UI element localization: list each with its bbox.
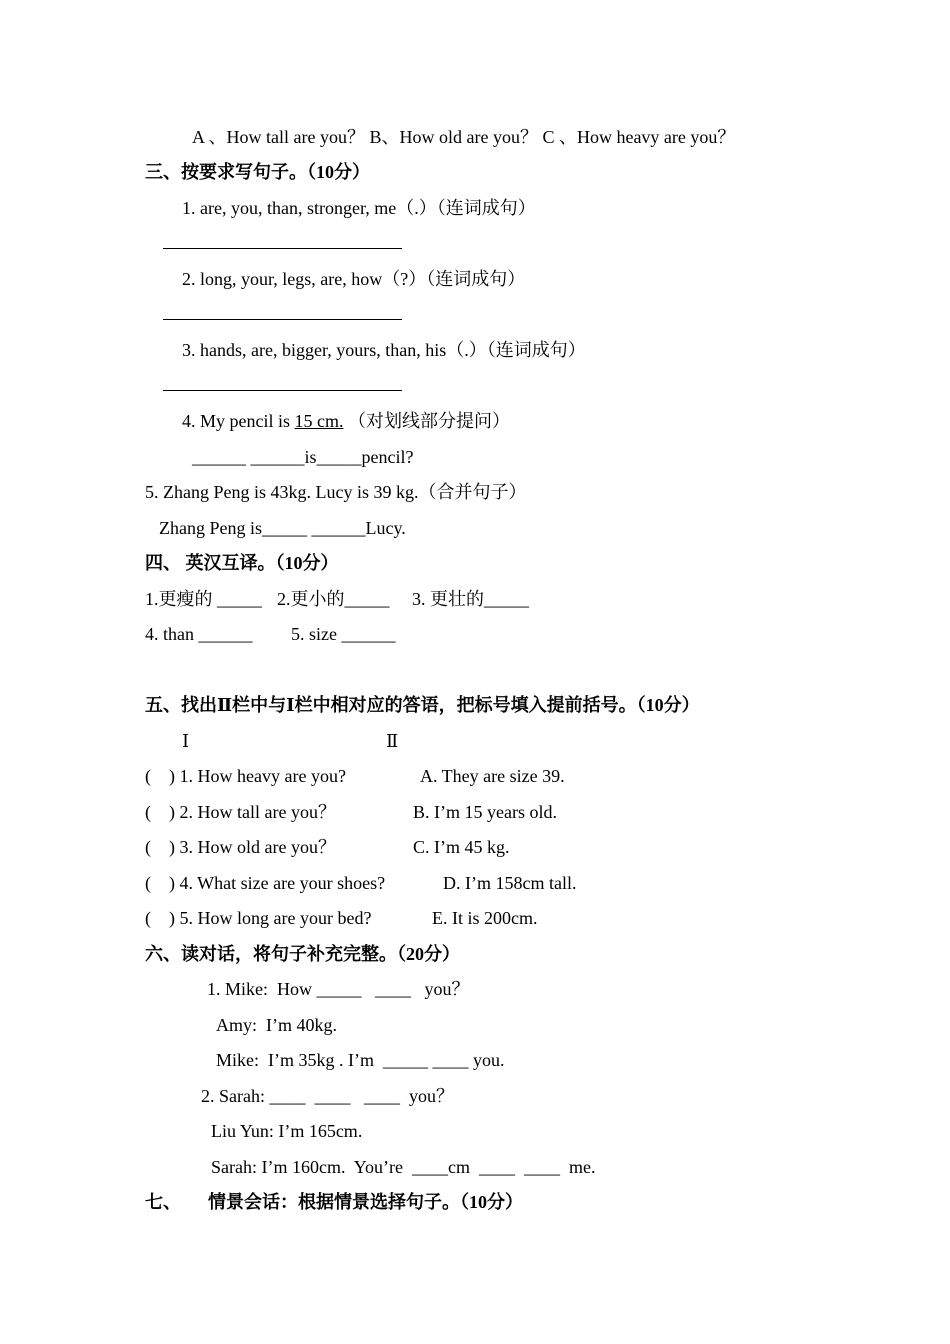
- question-5-answer[interactable]: Zhang Peng is_____ ______Lucy.: [159, 518, 406, 538]
- match-question-1[interactable]: ( ) 1. How heavy are you?: [145, 766, 346, 786]
- section-3-question-1: 1. are, you, than, stronger, me（.）（连词成句）: [182, 198, 536, 218]
- match-answer-d: D. I’m 158cm tall.: [443, 873, 577, 893]
- question-4-answer[interactable]: ______ ______is_____pencil?: [192, 447, 414, 467]
- section-3-heading: 三、按要求写句子。（10分）: [145, 162, 370, 182]
- match-question-5[interactable]: ( ) 5. How long are your bed?: [145, 908, 372, 928]
- match-question-4[interactable]: ( ) 4. What size are your shoes?: [145, 873, 386, 893]
- column-2-label: Ⅱ: [386, 731, 399, 751]
- answer-line-3[interactable]: [163, 390, 402, 391]
- match-answer-e: E. It is 200cm.: [432, 908, 538, 928]
- section-3-question-3: 3. hands, are, bigger, yours, than, his（.）（连词成句）: [182, 340, 586, 360]
- match-question-2[interactable]: ( ) 2. How tall are you？: [145, 802, 336, 822]
- translation-item-3[interactable]: 3. 更壮的_____: [412, 589, 529, 609]
- match-answer-a: A. They are size 39.: [420, 766, 565, 786]
- underlined-part: 15 cm.: [294, 411, 344, 431]
- answer-line-2[interactable]: [163, 319, 402, 320]
- column-1-label: Ⅰ: [182, 731, 190, 751]
- match-answer-c: C. I’m 45 kg.: [413, 837, 510, 857]
- match-answer-b: B. I’m 15 years old.: [413, 802, 557, 822]
- answer-line-1[interactable]: [163, 248, 402, 249]
- section-6-heading: 六、读对话，将句子补充完整。（20分）: [145, 944, 460, 964]
- section-5-heading: 五、找出Ⅱ栏中与Ⅰ栏中相对应的答语，把标号填入提前括号。（10分）: [145, 695, 700, 715]
- dialogue-1-line-1[interactable]: 1. Mike: How _____ ____ you？: [207, 979, 470, 999]
- section-7-heading: 七、 情景会话：根据情景选择句子。（10分）: [145, 1192, 523, 1212]
- dialogue-2-line-1[interactable]: 2. Sarah: ____ ____ ____ you？: [201, 1086, 454, 1106]
- section-3-question-4: [182, 410, 510, 432]
- dialogue-2-line-2: Liu Yun: I’m 165cm.: [211, 1121, 363, 1141]
- translation-item-5[interactable]: 5. size ______: [291, 624, 396, 644]
- dialogue-1-line-2: Amy: I’m 40kg.: [216, 1015, 337, 1035]
- question-4-text: 4. My pencil is: [182, 411, 295, 431]
- translation-item-4[interactable]: 4. than ______: [145, 624, 253, 644]
- match-question-3[interactable]: ( ) 3. How old are you？: [145, 837, 336, 857]
- translation-item-1[interactable]: 1.更瘦的 _____: [145, 589, 262, 609]
- dialogue-1-line-3[interactable]: Mike: I’m 35kg . I’m _____ ____ you.: [216, 1050, 505, 1070]
- translation-item-2[interactable]: 2.更小的_____: [277, 589, 390, 609]
- section-3-question-2: 2. long, your, legs, are, how（?）（连词成句）: [182, 269, 526, 289]
- options-line: A 、How tall are you？ B、How old are you？ C 、How heavy are you？: [192, 127, 736, 147]
- dialogue-2-line-3[interactable]: Sarah: I’m 160cm. You’re ____cm ____ ____ me.: [211, 1157, 596, 1177]
- section-3-question-5: 5. Zhang Peng is 43kg. Lucy is 39 kg.（合并句子）: [145, 482, 527, 502]
- question-4-instruction: （对划线部分提问）: [343, 411, 510, 431]
- section-4-heading: 四、 英汉互译。（10分）: [145, 553, 339, 573]
